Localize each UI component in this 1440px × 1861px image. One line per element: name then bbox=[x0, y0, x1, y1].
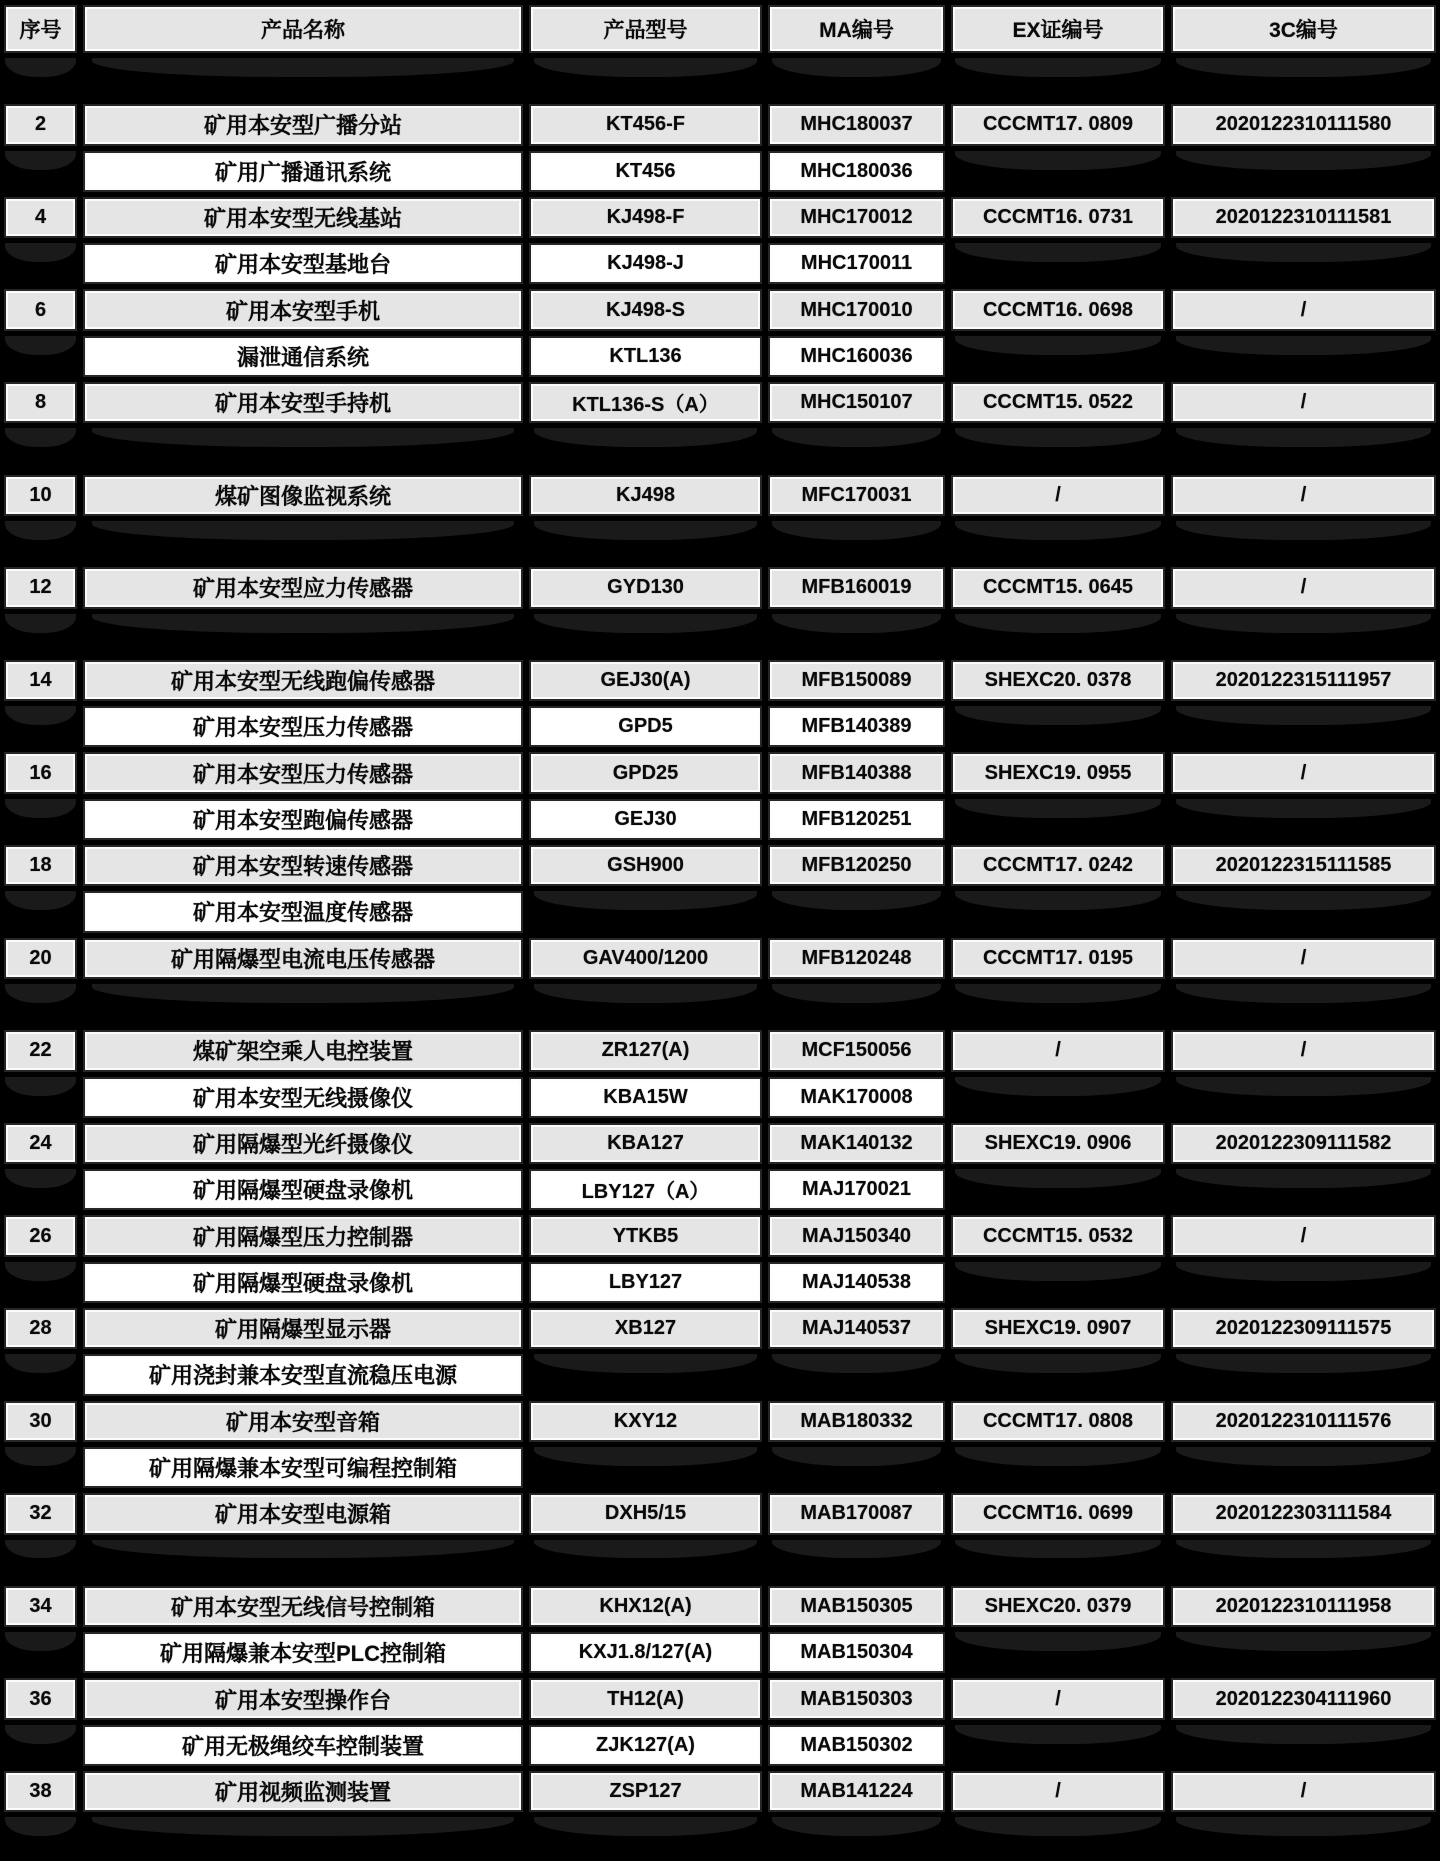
cell-cc: 2020122310111580 bbox=[1171, 104, 1436, 145]
cell-ma: MHC170011 bbox=[768, 243, 945, 284]
cell-no: 6 bbox=[4, 289, 77, 330]
cell-cc-redacted bbox=[1171, 1817, 1436, 1858]
cell-ma-redacted bbox=[768, 58, 945, 99]
cell-ex-redacted bbox=[951, 243, 1165, 284]
cell-no-redacted bbox=[4, 1077, 77, 1118]
cell-ex-redacted bbox=[951, 891, 1165, 932]
cell-ma: MHC160036 bbox=[768, 336, 945, 377]
table-row bbox=[4, 58, 1436, 99]
cell-ex: CCCMT16. 0731 bbox=[951, 197, 1165, 238]
cell-name: 矿用本安型应力传感器 bbox=[83, 567, 523, 608]
cell-model: LBY127（A） bbox=[529, 1169, 762, 1210]
cell-cc-redacted bbox=[1171, 336, 1436, 377]
cell-ma: MAJ140537 bbox=[768, 1308, 945, 1349]
table-row bbox=[4, 1540, 1436, 1581]
table-row bbox=[4, 1678, 1436, 1719]
cell-no-redacted bbox=[4, 58, 77, 99]
cell-cc-redacted bbox=[1171, 428, 1436, 469]
cell-cc: 2020122309111575 bbox=[1171, 1308, 1436, 1349]
cell-model: KT456 bbox=[529, 151, 762, 192]
cell-model-redacted bbox=[529, 984, 762, 1025]
cell-cc-redacted bbox=[1171, 1540, 1436, 1581]
cell-ex: SHEXC19. 0955 bbox=[951, 752, 1165, 793]
cell-cc: 2020122310111576 bbox=[1171, 1401, 1436, 1442]
cell-model-redacted bbox=[529, 1817, 762, 1858]
cell-no-redacted bbox=[4, 1540, 77, 1581]
table-row bbox=[4, 1354, 1436, 1395]
cell-model-redacted bbox=[529, 521, 762, 562]
cell-no-redacted bbox=[4, 706, 77, 747]
cell-cc: / bbox=[1171, 382, 1436, 423]
cell-ma: MAK140132 bbox=[768, 1123, 945, 1164]
cell-ma: MFB150089 bbox=[768, 660, 945, 701]
cell-no: 16 bbox=[4, 752, 77, 793]
cell-no-redacted bbox=[4, 243, 77, 284]
cell-ex-redacted bbox=[951, 706, 1165, 747]
cell-no: 4 bbox=[4, 197, 77, 238]
cell-no: 30 bbox=[4, 1401, 77, 1442]
cell-ma: MFC170031 bbox=[768, 475, 945, 516]
cell-ex: / bbox=[951, 1030, 1165, 1071]
cell-cc-redacted bbox=[1171, 799, 1436, 840]
cell-ex-redacted bbox=[951, 1817, 1165, 1858]
cell-ex-redacted bbox=[951, 799, 1165, 840]
cell-cc: / bbox=[1171, 1215, 1436, 1256]
cell-cc: / bbox=[1171, 475, 1436, 516]
cell-model: GSH900 bbox=[529, 845, 762, 886]
cell-name-redacted bbox=[83, 521, 523, 562]
cell-no: 14 bbox=[4, 660, 77, 701]
cell-no: 12 bbox=[4, 567, 77, 608]
cell-ma-redacted bbox=[768, 1354, 945, 1395]
cell-name: 矿用本安型转速传感器 bbox=[83, 845, 523, 886]
table-row bbox=[4, 1262, 1436, 1303]
cell-model-redacted bbox=[529, 891, 762, 932]
cell-cc-redacted bbox=[1171, 1354, 1436, 1395]
table-row bbox=[4, 1030, 1436, 1071]
cell-no-redacted bbox=[4, 151, 77, 192]
cell-ma-redacted bbox=[768, 891, 945, 932]
table-row bbox=[4, 151, 1436, 192]
cell-ex-redacted bbox=[951, 1169, 1165, 1210]
cell-model: YTKB5 bbox=[529, 1215, 762, 1256]
cell-ma: MFB140388 bbox=[768, 752, 945, 793]
cell-name: 矿用隔爆型硬盘录像机 bbox=[83, 1262, 523, 1303]
table-row bbox=[4, 243, 1436, 284]
cell-cc: / bbox=[1171, 938, 1436, 979]
table-row bbox=[4, 1493, 1436, 1534]
table-row bbox=[4, 752, 1436, 793]
cell-ex-redacted bbox=[951, 1447, 1165, 1488]
cell-ma: MAB170087 bbox=[768, 1493, 945, 1534]
table-row bbox=[4, 845, 1436, 886]
cell-model: ZJK127(A) bbox=[529, 1725, 762, 1766]
table-row bbox=[4, 1215, 1436, 1256]
cell-ex: SHEXC19. 0906 bbox=[951, 1123, 1165, 1164]
cell-cc-redacted bbox=[1171, 984, 1436, 1025]
table-row bbox=[4, 799, 1436, 840]
cell-ex-redacted bbox=[951, 521, 1165, 562]
cell-cc-redacted bbox=[1171, 1725, 1436, 1766]
cell-cc-redacted bbox=[1171, 1262, 1436, 1303]
cell-no: 24 bbox=[4, 1123, 77, 1164]
cell-model: KJ498-J bbox=[529, 243, 762, 284]
table-row bbox=[4, 1632, 1436, 1673]
cell-name: 矿用本安型跑偏传感器 bbox=[83, 799, 523, 840]
cell-model: KJ498-F bbox=[529, 197, 762, 238]
cell-name-redacted bbox=[83, 1817, 523, 1858]
header-product-name: 产品名称 bbox=[83, 5, 523, 53]
cell-name: 矿用本安型操作台 bbox=[83, 1678, 523, 1719]
cell-ma: MFB120248 bbox=[768, 938, 945, 979]
cell-model: ZR127(A) bbox=[529, 1030, 762, 1071]
cell-cc-redacted bbox=[1171, 891, 1436, 932]
cell-no: 18 bbox=[4, 845, 77, 886]
cell-cc: 2020122303111584 bbox=[1171, 1493, 1436, 1534]
cell-ex-redacted bbox=[951, 984, 1165, 1025]
cell-model: XB127 bbox=[529, 1308, 762, 1349]
cell-ma: MHC170010 bbox=[768, 289, 945, 330]
cell-ma-redacted bbox=[768, 428, 945, 469]
cell-ex: CCCMT17. 0809 bbox=[951, 104, 1165, 145]
cell-ma: MHC150107 bbox=[768, 382, 945, 423]
cell-ma: MAB150303 bbox=[768, 1678, 945, 1719]
cell-cc-redacted bbox=[1171, 614, 1436, 655]
cell-ex-redacted bbox=[951, 614, 1165, 655]
cell-model: TH12(A) bbox=[529, 1678, 762, 1719]
cell-name: 矿用本安型压力传感器 bbox=[83, 706, 523, 747]
cell-ex: / bbox=[951, 475, 1165, 516]
cell-cc: 2020122310111958 bbox=[1171, 1586, 1436, 1627]
cell-ma: MFB120251 bbox=[768, 799, 945, 840]
cell-ex: / bbox=[951, 1678, 1165, 1719]
cell-model-redacted bbox=[529, 1447, 762, 1488]
cell-cc: 2020122315111585 bbox=[1171, 845, 1436, 886]
cell-no-redacted bbox=[4, 1262, 77, 1303]
cell-no: 32 bbox=[4, 1493, 77, 1534]
table-row bbox=[4, 1077, 1436, 1118]
cell-no: 36 bbox=[4, 1678, 77, 1719]
cell-cc: / bbox=[1171, 1771, 1436, 1812]
cell-ex-redacted bbox=[951, 1725, 1165, 1766]
cell-model: KBA15W bbox=[529, 1077, 762, 1118]
table-row bbox=[4, 289, 1436, 330]
cell-ma: MAB150302 bbox=[768, 1725, 945, 1766]
cell-cc-redacted bbox=[1171, 151, 1436, 192]
cell-model: GEJ30(A) bbox=[529, 660, 762, 701]
cell-no-redacted bbox=[4, 891, 77, 932]
table-row bbox=[4, 1169, 1436, 1210]
cell-ma: MCF150056 bbox=[768, 1030, 945, 1071]
cell-ma: MAK170008 bbox=[768, 1077, 945, 1118]
cell-model-redacted bbox=[529, 58, 762, 99]
table-row bbox=[4, 1123, 1436, 1164]
cell-name: 矿用本安型无线摄像仪 bbox=[83, 1077, 523, 1118]
cell-cc: / bbox=[1171, 567, 1436, 608]
table-row bbox=[4, 891, 1436, 932]
cell-no-redacted bbox=[4, 428, 77, 469]
cell-ma: MFB160019 bbox=[768, 567, 945, 608]
cell-ma: MFB140389 bbox=[768, 706, 945, 747]
cell-ex: CCCMT17. 0242 bbox=[951, 845, 1165, 886]
cell-name: 矿用无极绳绞车控制装置 bbox=[83, 1725, 523, 1766]
header-product-model: 产品型号 bbox=[529, 5, 762, 53]
cell-no: 22 bbox=[4, 1030, 77, 1071]
cell-model: KJ498 bbox=[529, 475, 762, 516]
cell-ex: CCCMT15. 0522 bbox=[951, 382, 1165, 423]
table-header-row bbox=[4, 5, 1436, 53]
cell-ma-redacted bbox=[768, 1447, 945, 1488]
cell-ex-redacted bbox=[951, 1354, 1165, 1395]
cell-name: 矿用本安型无线跑偏传感器 bbox=[83, 660, 523, 701]
cell-model-redacted bbox=[529, 614, 762, 655]
cell-name: 矿用本安型基地台 bbox=[83, 243, 523, 284]
cell-name: 矿用广播通讯系统 bbox=[83, 151, 523, 192]
cell-no-redacted bbox=[4, 614, 77, 655]
cell-model: KJ498-S bbox=[529, 289, 762, 330]
cell-model: LBY127 bbox=[529, 1262, 762, 1303]
cell-ex: SHEXC20. 0379 bbox=[951, 1586, 1165, 1627]
table-row bbox=[4, 660, 1436, 701]
cell-cc-redacted bbox=[1171, 243, 1436, 284]
cell-cc: / bbox=[1171, 289, 1436, 330]
cell-name: 矿用隔爆型光纤摄像仪 bbox=[83, 1123, 523, 1164]
cell-ma: MAJ170021 bbox=[768, 1169, 945, 1210]
table-row bbox=[4, 1817, 1436, 1858]
cell-ex-redacted bbox=[951, 1632, 1165, 1673]
cell-no: 26 bbox=[4, 1215, 77, 1256]
cell-ex: CCCMT17. 0808 bbox=[951, 1401, 1165, 1442]
cell-ex: CCCMT17. 0195 bbox=[951, 938, 1165, 979]
cell-no-redacted bbox=[4, 799, 77, 840]
cell-cc-redacted bbox=[1171, 521, 1436, 562]
cell-model: ZSP127 bbox=[529, 1771, 762, 1812]
cell-ma: MAJ140538 bbox=[768, 1262, 945, 1303]
table-row bbox=[4, 1401, 1436, 1442]
table-row bbox=[4, 1771, 1436, 1812]
cell-model: KTL136 bbox=[529, 336, 762, 377]
cell-no: 2 bbox=[4, 104, 77, 145]
cell-no-redacted bbox=[4, 1632, 77, 1673]
cell-ma: MAJ150340 bbox=[768, 1215, 945, 1256]
cell-name: 矿用本安型压力传感器 bbox=[83, 752, 523, 793]
cell-name: 矿用视频监测装置 bbox=[83, 1771, 523, 1812]
cell-ex: / bbox=[951, 1771, 1165, 1812]
cell-cc: 2020122315111957 bbox=[1171, 660, 1436, 701]
cell-no-redacted bbox=[4, 1354, 77, 1395]
cell-ex: SHEXC19. 0907 bbox=[951, 1308, 1165, 1349]
cell-ex-redacted bbox=[951, 151, 1165, 192]
cell-ma: MAB180332 bbox=[768, 1401, 945, 1442]
cell-model-redacted bbox=[529, 1354, 762, 1395]
cell-no-redacted bbox=[4, 984, 77, 1025]
cell-ex: CCCMT16. 0698 bbox=[951, 289, 1165, 330]
cell-cc: / bbox=[1171, 1030, 1436, 1071]
cell-no-redacted bbox=[4, 1169, 77, 1210]
table-row bbox=[4, 984, 1436, 1025]
cell-ma: MFB120250 bbox=[768, 845, 945, 886]
cell-ma-redacted bbox=[768, 984, 945, 1025]
table-row bbox=[4, 197, 1436, 238]
cell-name: 矿用本安型广播分站 bbox=[83, 104, 523, 145]
table-row bbox=[4, 567, 1436, 608]
cell-name: 矿用本安型手机 bbox=[83, 289, 523, 330]
header-serial-number: 序号 bbox=[4, 5, 77, 53]
cell-no: 28 bbox=[4, 1308, 77, 1349]
cell-cc-redacted bbox=[1171, 706, 1436, 747]
cell-model: GEJ30 bbox=[529, 799, 762, 840]
cell-cc-redacted bbox=[1171, 1169, 1436, 1210]
cell-name-redacted bbox=[83, 1540, 523, 1581]
cell-model: GPD5 bbox=[529, 706, 762, 747]
table-row bbox=[4, 938, 1436, 979]
table-row bbox=[4, 706, 1436, 747]
table-row bbox=[4, 1725, 1436, 1766]
cell-name: 煤矿图像监视系统 bbox=[83, 475, 523, 516]
cell-model: KTL136-S（A） bbox=[529, 382, 762, 423]
cell-model-redacted bbox=[529, 428, 762, 469]
table-row bbox=[4, 428, 1436, 469]
cell-ma: MHC180037 bbox=[768, 104, 945, 145]
cell-ma: MHC170012 bbox=[768, 197, 945, 238]
cell-ma: MHC180036 bbox=[768, 151, 945, 192]
cell-model: KBA127 bbox=[529, 1123, 762, 1164]
cell-ex-redacted bbox=[951, 1540, 1165, 1581]
cell-cc: 2020122310111581 bbox=[1171, 197, 1436, 238]
cell-name: 矿用本安型温度传感器 bbox=[83, 891, 523, 932]
cell-name: 矿用本安型无线基站 bbox=[83, 197, 523, 238]
cell-ex-redacted bbox=[951, 1262, 1165, 1303]
table-row bbox=[4, 1308, 1436, 1349]
cell-ex: CCCMT15. 0645 bbox=[951, 567, 1165, 608]
cell-name: 矿用隔爆兼本安型可编程控制箱 bbox=[83, 1447, 523, 1488]
table-row bbox=[4, 1447, 1436, 1488]
cell-name: 矿用隔爆型硬盘录像机 bbox=[83, 1169, 523, 1210]
cell-ma: MAB141224 bbox=[768, 1771, 945, 1812]
cell-name: 漏泄通信系统 bbox=[83, 336, 523, 377]
cell-ex: CCCMT16. 0699 bbox=[951, 1493, 1165, 1534]
cell-ex-redacted bbox=[951, 58, 1165, 99]
header-ex-cert-number: EX证编号 bbox=[951, 5, 1165, 53]
cell-name-redacted bbox=[83, 428, 523, 469]
cell-name: 矿用本安型音箱 bbox=[83, 1401, 523, 1442]
cell-ex: CCCMT15. 0532 bbox=[951, 1215, 1165, 1256]
cell-name: 矿用隔爆型压力控制器 bbox=[83, 1215, 523, 1256]
cell-name: 矿用本安型无线信号控制箱 bbox=[83, 1586, 523, 1627]
cell-model: KT456-F bbox=[529, 104, 762, 145]
cell-cc-redacted bbox=[1171, 1632, 1436, 1673]
table-row bbox=[4, 104, 1436, 145]
cell-ex-redacted bbox=[951, 336, 1165, 377]
cell-model: KXJ1.8/127(A) bbox=[529, 1632, 762, 1673]
cell-name-redacted bbox=[83, 614, 523, 655]
cell-name: 矿用隔爆型显示器 bbox=[83, 1308, 523, 1349]
table-row bbox=[4, 1586, 1436, 1627]
cell-ma: MAB150304 bbox=[768, 1632, 945, 1673]
cell-name: 矿用本安型电源箱 bbox=[83, 1493, 523, 1534]
cell-ex-redacted bbox=[951, 1077, 1165, 1118]
header-3c-number: 3C编号 bbox=[1171, 5, 1436, 53]
cell-cc: / bbox=[1171, 752, 1436, 793]
cell-model: GAV400/1200 bbox=[529, 938, 762, 979]
cell-name-redacted bbox=[83, 984, 523, 1025]
cell-no-redacted bbox=[4, 1447, 77, 1488]
cell-ma: MAB150305 bbox=[768, 1586, 945, 1627]
cell-no-redacted bbox=[4, 521, 77, 562]
cell-model: KHX12(A) bbox=[529, 1586, 762, 1627]
cell-name: 矿用本安型手持机 bbox=[83, 382, 523, 423]
cell-no-redacted bbox=[4, 1725, 77, 1766]
cell-model: GPD25 bbox=[529, 752, 762, 793]
cell-ma-redacted bbox=[768, 521, 945, 562]
cell-name: 矿用隔爆兼本安型PLC控制箱 bbox=[83, 1632, 523, 1673]
cell-cc-redacted bbox=[1171, 1077, 1436, 1118]
cell-model-redacted bbox=[529, 1540, 762, 1581]
cell-no: 8 bbox=[4, 382, 77, 423]
cell-ex-redacted bbox=[951, 428, 1165, 469]
cell-ma-redacted bbox=[768, 614, 945, 655]
cell-name: 矿用隔爆型电流电压传感器 bbox=[83, 938, 523, 979]
cell-no: 34 bbox=[4, 1586, 77, 1627]
cell-ma-redacted bbox=[768, 1540, 945, 1581]
table-row bbox=[4, 521, 1436, 562]
cell-model: DXH5/15 bbox=[529, 1493, 762, 1534]
cell-name-redacted bbox=[83, 58, 523, 99]
cell-cc-redacted bbox=[1171, 58, 1436, 99]
table-row bbox=[4, 475, 1436, 516]
cell-cc: 2020122309111582 bbox=[1171, 1123, 1436, 1164]
cell-cc-redacted bbox=[1171, 1447, 1436, 1488]
cell-name: 煤矿架空乘人电控装置 bbox=[83, 1030, 523, 1071]
cell-model: GYD130 bbox=[529, 567, 762, 608]
cell-no: 10 bbox=[4, 475, 77, 516]
cell-ex: SHEXC20. 0378 bbox=[951, 660, 1165, 701]
cell-model: KXY12 bbox=[529, 1401, 762, 1442]
cell-no: 20 bbox=[4, 938, 77, 979]
table-row bbox=[4, 382, 1436, 423]
cell-no-redacted bbox=[4, 336, 77, 377]
cell-ma-redacted bbox=[768, 1817, 945, 1858]
header-ma-number: MA编号 bbox=[768, 5, 945, 53]
cell-no: 38 bbox=[4, 1771, 77, 1812]
cell-cc: 2020122304111960 bbox=[1171, 1678, 1436, 1719]
table-row bbox=[4, 614, 1436, 655]
cell-no-redacted bbox=[4, 1817, 77, 1858]
cell-name: 矿用浇封兼本安型直流稳压电源 bbox=[83, 1354, 523, 1395]
table-row bbox=[4, 336, 1436, 377]
